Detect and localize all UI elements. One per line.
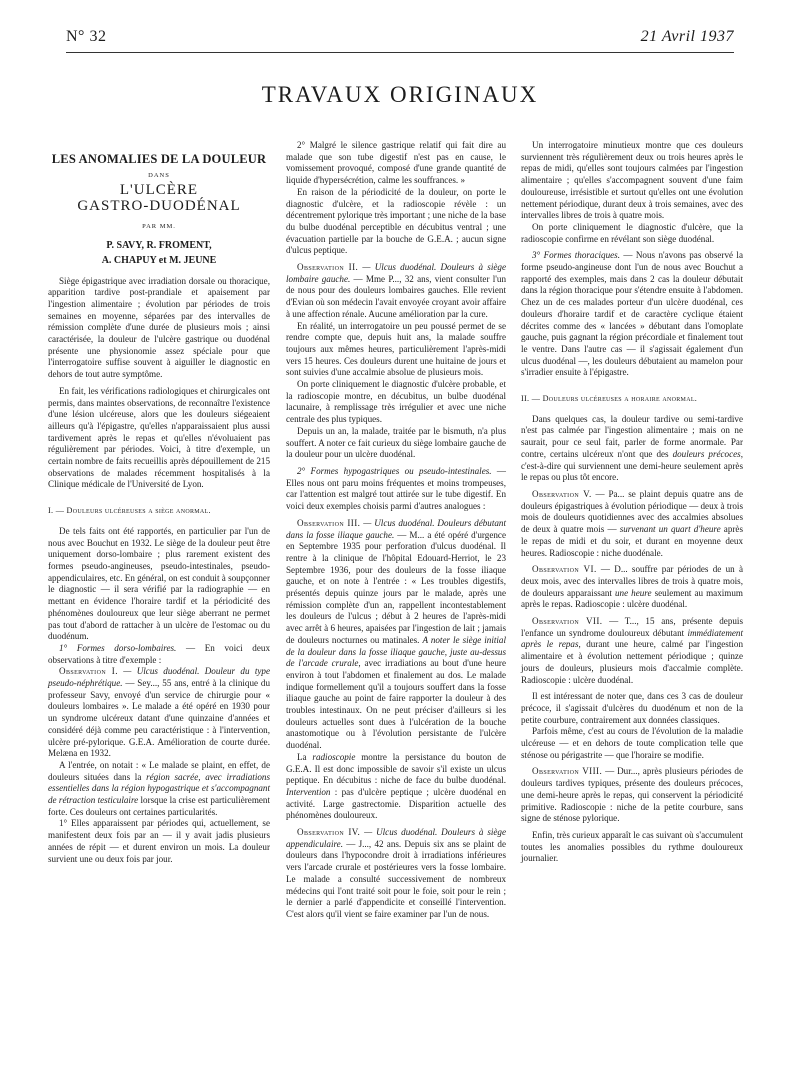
- article-authors-line-2: A. CHAPUY et M. JEUNE: [101, 254, 217, 266]
- article-title-line-3: GASTRO-DUODÉNAL: [77, 198, 241, 215]
- paragraph: Siège épigastrique avec irradiation dorsale ou thoracique, apparition tardive post-prandiale et apaisement par l'ingestion alimentaire ; évolution par périodes de trois semaines en moyenne, séparées par des intervalles de rémission complète d'une durée de plusieurs mois ; ainsi caractérisée, la douleur de l'ulcère gastrique ou duodénal présente une physionomie assez spéciale pour que l'interrogatoire suffise souvent à aiguiller le diagnostic en dehors de tout autre symptôme.: [48, 275, 270, 380]
- observation-label: Observation II.: [297, 262, 359, 273]
- observation: Observation III. — Ulcus duodénal. Douleurs débutant dans la fosse iliaque gauche. — M... a été opéré d'urgence en Septembre 1935 pour perforation d'ulcus duodénal. Il rentre à la clinique de l'hôpital Edouard-Herriot, le 23 Septembre 1936, pour des douleurs de la fosse iliaque gauche, et on note à l'entrée : « Les troubles digestifs, présentés depuis quinze jours par le malade, après une rémission complète d'un an, rappellent incontestablement les douleurs de l'ulcus ; début à 2 heures de l'après-midi avec arrêt à 6 heures, apaisées par l'ingestion de lait ; jamais de douleurs nocturnes ou matinales. A noter le siège initial de la douleur dans la fosse iliaque gauche, juste au-dessus de l'arcade crurale, avec irradiations au bout d'une heure environ à tout l'abdomen et finalement au dos. Le malade indique formellement qu'il a toujours souffert dans la fosse iliaque gauche au point de faire rapporter la douleur à des troubles intestinaux. On ne peut préciser d'ailleurs si les douleurs actuelles sont dues à l'ulcération de la bouche anastomotique ou à l'évolution persistante de l'ulcère duodénal.: [286, 517, 506, 751]
- paragraph: 2° Formes hypogastriques ou pseudo-intestinales. — Elles nous ont paru moins fréquentes et moins trompeuses, car l'attention est malgré tout attirée sur le tube digestif. En voici deux exemples choisis parmi d'autres analogues :: [286, 465, 506, 512]
- observation-label: Observation IV.: [297, 827, 361, 838]
- observation: Observation VIII. — Dur..., après plusieurs périodes de douleurs tardives typiques, présente des douleurs précoces, une demi-heure après le repas, qui conservent la périodicité primitive. Radioscopie : niche de la petite courbure, sans signe de sténose pylorique.: [521, 766, 744, 824]
- observation: Observation VI. — D... souffre par périodes de un à deux mois, avec des intervalles libres de trois à quatre mois, de douleurs apparaissant une heure seulement au maximum après le repas. Radioscopie : ulcère duodénal.: [521, 564, 743, 610]
- paragraph: 1° Formes dorso-lombaires. — En voici deux observations à titre d'exemple :: [48, 642, 270, 665]
- article-title-line-2: L'ULCÈRE: [119, 182, 199, 199]
- paragraph: En réalité, un interrogatoire un peu poussé permet de se rendre compte que, depuis huit ans, la malade souffre toujours aux mêmes heures, particulièrement l'après-midi vers 15 heures. Ces douleurs durent une huitaine de jours et sont suivies d'une accalmie absolue de plusieurs mois.: [286, 320, 506, 378]
- section-title: TRAVAUX ORIGINAUX: [261, 82, 539, 107]
- paragraph: A l'entrée, on notait : « Le malade se plaint, en effet, de douleurs situées dans la région sacrée, avec irradiations essentielles dans la région hypogastrique et s'accompagnant de rétraction testiculaire lorsque la crise est particulièrement forte. Ces douleurs ont certaines particularités.: [48, 759, 270, 817]
- column-3: [521, 140, 743, 865]
- paragraph: On porte cliniquement le diagnostic d'ulcère, que la radioscopie confirme en révélant son siège duodénal.: [521, 221, 743, 244]
- running-head: [66, 28, 734, 50]
- paragraph: Parfois même, c'est au cours de l'évolution de la maladie ulcéreuse — et en dehors de toute complication telle que sténose ou périgastrite — que l'horaire se modifie.: [521, 726, 743, 760]
- paragraph: La radioscopie montre la persistance du bouton de G.E.A. Il est donc impossible de savoir s'il existe un ulcus peptique. En décubitus : niche de face du bulbe duodénal. Intervention : pas d'ulcère peptique ; ulcère duodénal en activité. Large gastrectomie. Disparition actuelle des phénomènes douloureux.: [286, 751, 506, 821]
- observation-label: Observation V.: [532, 488, 592, 499]
- header-rule: [66, 52, 734, 53]
- form-heading: 2° Formes hypogastriques ou pseudo-intestinales.: [297, 465, 492, 476]
- article-title-block: [48, 154, 270, 268]
- paragraph: 2° Malgré le silence gastrique relatif qui fait dire au malade que son tube digestif n'est pas en cause, le vomissement provoqué, composé d'une grande quantité de liquide d'hypersécrétion, calme les souffrances. »: [286, 140, 506, 186]
- observation: Observation VII. — T..., 15 ans, présente depuis l'enfance un syndrome douloureux débutant immédiatement après le repas, durant une heure, calmé par l'ingestion alimentaire et à évolution nettement périodique ; quinze jours de douleurs, plusieurs mois d'accalmie complète. Radioscopie : ulcère duodénal.: [521, 616, 743, 685]
- paragraph: Enfin, très curieux apparaît le cas suivant où s'accumulent toutes les anomalies possibles du rythme douloureux journalier.: [521, 829, 743, 864]
- paragraph: On porte cliniquement le diagnostic d'ulcère probable, et la radioscopie montre, en décubitus, un bulbe duodénal lacunaire, à remplissage très irrégulier et avec une niche centrale des plus typiques.: [286, 379, 506, 425]
- observation-label: Observation III.: [297, 517, 361, 528]
- column-2: [286, 140, 506, 921]
- paragraph: Un interrogatoire minutieux montre que ces douleurs surviennent très régulièrement deux ou trois heures après le repas de midi, qu'elles sont toujours calmées par l'ingestion alimentaire ; qu'elles s'accompagnent souvent d'une faim douloureuse, irrésistible et surtout qu'elles ont une évolution nettement périodique, durant deux à trois semaines, avec des intervalles libres de trois à quatre mois.: [521, 140, 743, 221]
- issue-number: N° 32: [66, 28, 107, 45]
- paragraph: 3° Formes thoraciques. — Nous n'avons pas observé la forme pseudo-angineuse dont l'un de nous avec Bouchut a rapporté des exemples, mais dans 2 cas la douleur débutait dans la région thoracique pour s'étendre ensuite à l'abdomen. Chez un de ces malades porteur d'un ulcère duodénal, ces douleurs d'horaire tardif et de caractère cyclique étaient décrites comme des « lancées » débutant dans l'omoplate gauche, puis gagnant la région précordiale et finalement tout le ventre. Dans l'autre cas — il s'agissait également d'un ulcus duodénal —, les douleurs débutaient au mamelon pour s'irradier ensuite à l'épigastre.: [521, 250, 743, 378]
- article-byline-par: PAR MM.: [142, 222, 176, 230]
- paragraph: En raison de la périodicité de la douleur, on porte le diagnostic d'ulcère, et la radioscopie révèle : un décentrement pylorique très important ; une niche de la base du bulbe duodénal perceptible en décubitus ventral ; une évacuation partielle par la bouche de G.E.A. ; aucun signe d'ulcus peptique.: [286, 186, 506, 256]
- paragraph: En fait, les vérifications radiologiques et chirurgicales ont permis, dans maintes observations, de reconnaître l'existence d'une lésion ulcéreuse, alors que les douleurs siégeaient ailleurs qu'à l'épigastre, qu'elles n'apparaissaient plus aussi tardivement après le repas et qu'elles n'évoluaient pas régulièrement par périodes. Voici, à titre d'exemple, un certain nombre de faits recueillis après dépouillement de 215 observations de malades récemment hospitalisés à la Clinique médicale de l'Université de Lyon.: [48, 385, 270, 490]
- form-heading: 3° Formes thoraciques.: [532, 250, 620, 261]
- column-1: [48, 140, 270, 865]
- paragraph: Depuis un an, la malade, traitée par le bismuth, n'a plus souffert. A noter ce fait curieux du siège lombaire gauche de la douleur pour un ulcère duodénal.: [286, 425, 506, 460]
- observation-label: Observation VIII.: [532, 766, 603, 777]
- section-heading: II. — Douleurs ulcéreuses a horaire anormal.: [521, 394, 698, 404]
- observation: Observation V. — Pa... se plaint depuis quatre ans de douleurs épigastriques à évolution périodique — deux à trois mois de douleurs quotidiennes avec des accalmies absolues de deux à quatre mois — survenant un quart d'heure après le repas de midi et du soir, et durant en moyenne deux heures. Radioscopie : niche duodénale.: [521, 488, 743, 558]
- article-title-line-1: LES ANOMALIES DE LA DOULEUR: [51, 152, 267, 166]
- paragraph: Il est intéressant de noter que, dans ces 3 cas de douleur précoce, il s'agissait d'ulcères du duodénum et non de la petite courbure, contrairement aux données classiques.: [521, 691, 743, 725]
- observation: Observation I. — Ulcus duodénal. Douleur du type pseudo-néphrétique. — Sey..., 55 ans, entré à la clinique du professeur Savy, envoyé d'un service de chirurgie pour « douleurs lombaires ». Le malade a été opéré en 1930 pour un syndrome ulcéreux datant d'une quinzaine d'années et considéré déjà comme peu caractéristique : à l'intervention, ulcère pré-pylorique. G.E.A. Amélioration de courte durée. Melæna en 1932.: [48, 666, 270, 759]
- observation-label: Observation VI.: [532, 564, 597, 575]
- article-title-dans: DANS: [148, 171, 170, 179]
- section-heading: I. — Douleurs ulcéreuses a siège anormal.: [48, 506, 211, 516]
- paragraph: De tels faits ont été rapportés, en particulier par l'un de nous avec Bouchut en 1932. Le siège de la douleur peut être uniquement dorso-lombaire ; plus rarement existent des formes pseudo-angineuses, pseudo-intestinales, pseudo-appendiculaires, etc. En général, on est conduit à soupçonner le diagnostic — il sera vérifié par la radiographie — en mettant en évidence l'horaire tardif et la périodicité des phénomènes douloureux que leur siège aberrant ne permet pas tout d'abord de rattacher à un ulcère de l'estomac ou du duodénum.: [48, 525, 270, 642]
- article-authors-line-1: P. SAVY, R. FROMENT,: [106, 239, 212, 251]
- form-heading: 1° Formes dorso-lombaires.: [59, 642, 177, 653]
- observation: Observation II. — Ulcus duodénal. Douleurs à siège lombaire gauche. — Mme P..., 32 ans, vient consulter l'un de nous pour des douleurs lombaires gauches. Elle revient d'Evian où son médecin l'avait envoyée croyant avoir affaire à une affection rénale. Aucune amélioration par la cure.: [286, 262, 507, 319]
- observation: Observation IV. — Ulcus duodénal. Douleurs à siège appendiculaire. — J..., 42 ans. Depuis six ans se plaint de douleurs dans l'hypocondre droit à irradiations inférieures vers l'arcade crurale et postérieures vers la fosse lombaire. Le malade a consulté successivement de nombreux médecins qui l'ont traité soit pour le foie, soit pour le rein ; le dernier a parlé d'appendicite et conseillé l'intervention. C'est alors qu'il vient se faire examiner par l'un de nous.: [286, 827, 507, 919]
- paragraph: Dans quelques cas, la douleur tardive ou semi-tardive n'est pas calmée par l'ingestion alimentaire ; mais on ne saurait, pour ce seul fait, parler de forme anormale. Par contre, certains ulcéreux n'ont que des douleurs précoces, c'est-à-dire qui surviennent une demi-heure seulement après le repas ou plus tôt encore.: [521, 413, 743, 483]
- paragraph: 1° Elles apparaissent par périodes qui, actuellement, se manifestent deux fois par an — il y avait jadis plusieurs années de répit — et durent environ un mois. La douleur survient une ou deux fois par jour.: [48, 818, 270, 864]
- observation-label: Observation I.: [59, 666, 118, 677]
- issue-date: 21 Avril 1937: [640, 28, 734, 45]
- observation-label: Observation VII.: [532, 616, 603, 627]
